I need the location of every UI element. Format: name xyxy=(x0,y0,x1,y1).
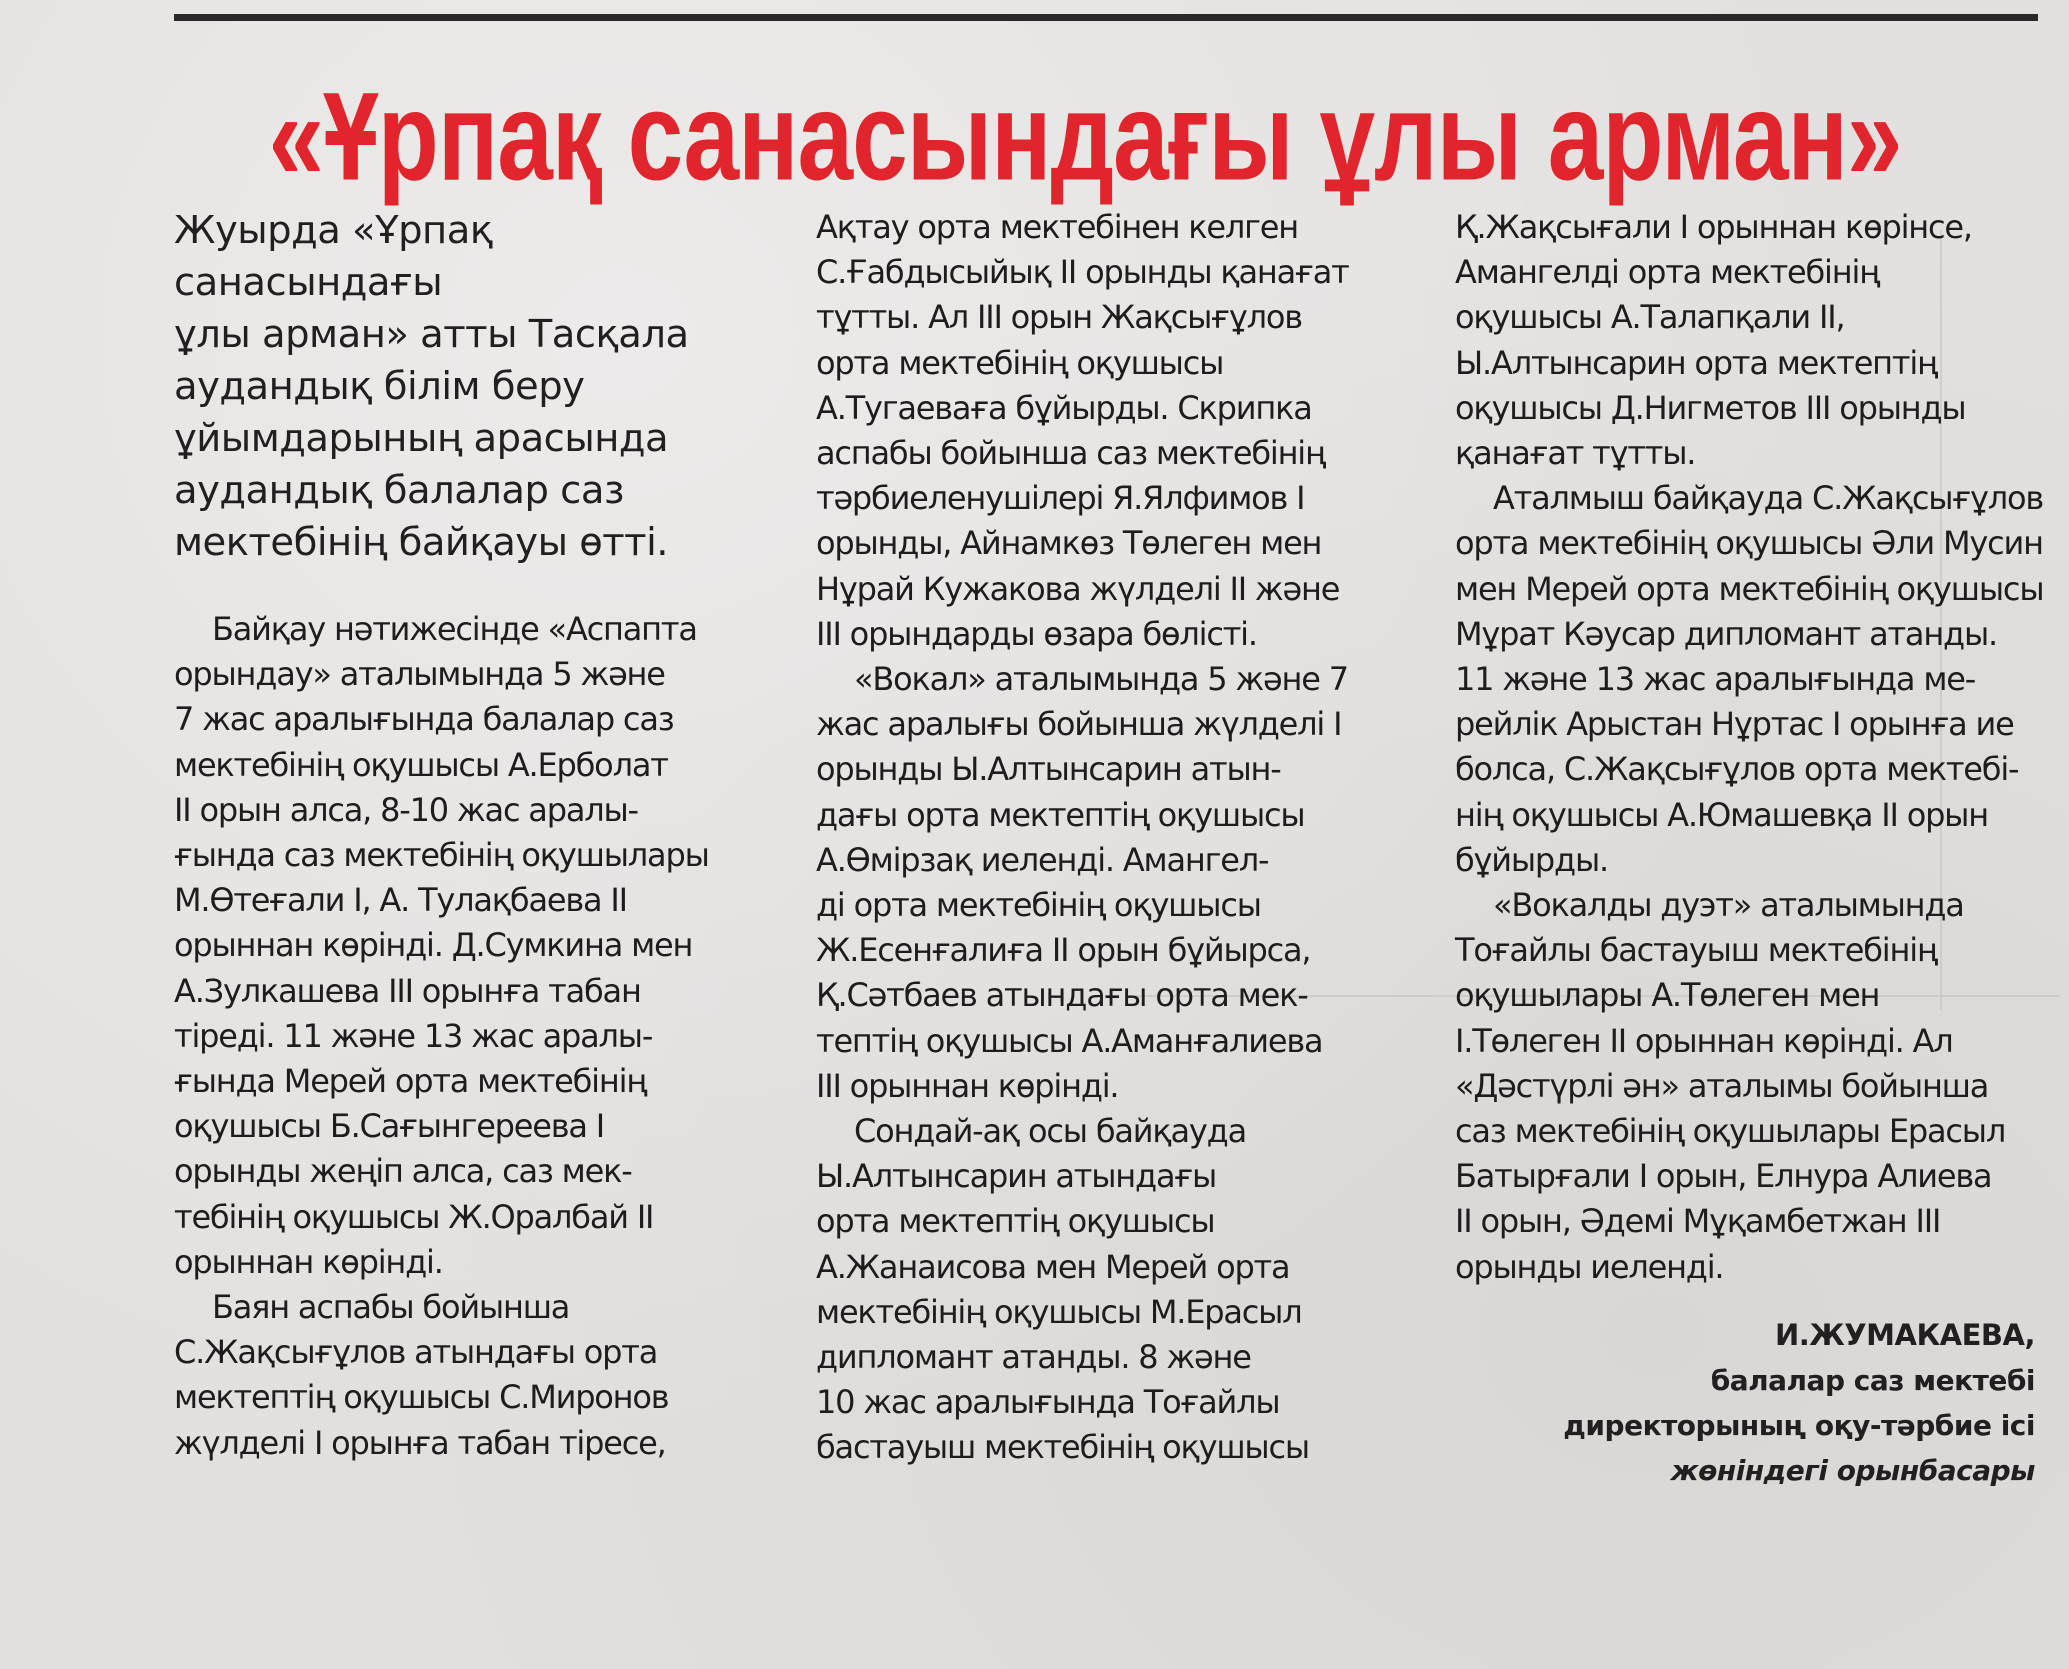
paragraph-bayan-continued xyxy=(816,205,1416,657)
author-name: И.ЖУМАКАЕВА, xyxy=(1775,1318,2035,1352)
lead-line: аудандық балалар саз xyxy=(174,468,624,513)
lead-line: ұлы арман» атты Тасқала xyxy=(174,312,689,357)
text-line: бастауыш мектебінің оқушысы xyxy=(816,1428,1309,1467)
text-line: «Вокалды дуэт» аталымында xyxy=(1493,886,1964,925)
text-line: орта мектебінің оқушысы Әли Мусин xyxy=(1455,524,2043,563)
text-line: мектебінің оқушысы А.Ерболат xyxy=(174,745,668,784)
text-line: Байқау нәтижесінде «Аспапта xyxy=(212,610,697,648)
text-line: А.Тугаеваға бұйырды. Скрипка xyxy=(816,388,1312,427)
paragraph-instrument xyxy=(174,607,754,1285)
text-line: Сондай-ақ осы байқауда xyxy=(854,1112,1246,1151)
text-line: саз мектебінің оқушылары Ерасыл xyxy=(1455,1112,2006,1151)
text-line: нің оқушысы А.Юмашевқа II орын xyxy=(1455,795,1988,834)
lead-line: аудандық білім беру xyxy=(174,364,585,409)
text-line: 7 жас аралығында балалар саз xyxy=(174,700,674,739)
text-line: І.Төлеген II орыннан көрінді. Ал xyxy=(1455,1021,1953,1060)
text-line: ғында саз мектебінің оқушылары xyxy=(174,836,709,875)
text-line: А.Өмірзақ иеленді. Амангел- xyxy=(816,840,1269,879)
text-line: С.Ғабдысыйық II орынды қанағат xyxy=(816,253,1349,292)
text-line: Ақтау орта мектебінен келген xyxy=(816,208,1298,246)
text-line: жас аралығы бойынша жүлделі I xyxy=(816,705,1342,744)
text-line: тәрбиеленушілері Я.Ялфимов I xyxy=(816,479,1305,518)
text-line: тебінің оқушысы Ж.Оралбай II xyxy=(174,1197,654,1236)
text-line: Баян аспабы бойынша xyxy=(212,1288,570,1327)
text-line: Нұрай Кужакова жүлделі II және xyxy=(816,569,1340,608)
text-line: III орыннан көрінді. xyxy=(816,1066,1119,1105)
lead-line: ұйымдарының арасында xyxy=(174,416,669,461)
text-line: мектебінің оқушысы М.Ерасыл xyxy=(816,1292,1302,1331)
author-title-line: директорының оқу-тәрбие ісі xyxy=(1563,1409,2035,1442)
text-line: мен Мерей орта мектебінің оқушысы xyxy=(1455,569,2044,608)
text-line: II орын алса, 8-10 жас аралы- xyxy=(174,790,638,829)
paragraph-also xyxy=(816,1109,1416,1471)
paragraph-also-continued xyxy=(1455,205,2060,476)
text-line: орынды, Айнамкөз Төлеген мен xyxy=(816,524,1322,563)
text-line: жүлделі I орынға табан тіресе, xyxy=(174,1423,666,1462)
text-line: бұйырды. xyxy=(1455,840,1609,879)
text-line: болса, С.Жақсығұлов орта мектебі- xyxy=(1455,750,2019,789)
text-line: Қ.Жақсығали I орыннан көрінсе, xyxy=(1455,208,1972,246)
text-line: А.Зулкашева III орынға табан xyxy=(174,971,641,1010)
column-3 xyxy=(1455,205,2060,1290)
article-lead xyxy=(174,205,754,569)
text-line: тұтты. Ал III орын Жақсығұлов xyxy=(816,298,1302,337)
text-line: Ж.Есенғалиға II орын бұйырса, xyxy=(816,931,1311,970)
text-line: II орын, Әдемі Мұқамбетжан III xyxy=(1455,1202,1941,1241)
text-line: аспабы бойынша саз мектебінің xyxy=(816,434,1325,473)
text-line: тептің оқушысы А.Аманғалиева xyxy=(816,1021,1323,1060)
text-line: Қ.Сәтбаев атындағы орта мек- xyxy=(816,976,1308,1015)
author-title-line: жөніндегі орынбасары xyxy=(1670,1454,2035,1487)
text-line: қанағат тұтты. xyxy=(1455,434,1696,473)
text-line: Мұрат Кәусар дипломант атанды. xyxy=(1455,614,1998,653)
text-line: Ы.Алтынсарин орта мектептің xyxy=(1455,343,1937,382)
text-line: Ы.Алтынсарин атындағы xyxy=(816,1157,1217,1196)
text-line: М.Өтеғали I, А. Тулақбаева II xyxy=(174,881,627,920)
text-line: орындау» аталымында 5 және xyxy=(174,655,665,694)
text-line: оқушысы Б.Сағынгереева I xyxy=(174,1107,605,1146)
text-line: А.Жанаисова мен Мерей орта xyxy=(816,1247,1290,1286)
text-line: оқушысы Д.Нигметов III орынды xyxy=(1455,388,1966,427)
text-line: 10 жас аралығында Тоғайлы xyxy=(816,1383,1280,1422)
text-line: С.Жақсығұлов атындағы орта xyxy=(174,1333,658,1372)
text-line: Батырғали I орын, Елнура Алиева xyxy=(1455,1157,1992,1196)
text-line: оқушылары А.Төлеген мен xyxy=(1455,976,1880,1015)
text-line: III орындарды өзара бөлісті. xyxy=(816,614,1257,653)
text-line: орта мектептің оқушысы xyxy=(816,1202,1215,1241)
text-line: дипломант атанды. 8 және xyxy=(816,1338,1251,1377)
text-line: тіреді. 11 және 13 жас аралы- xyxy=(174,1016,653,1055)
text-line: Тоғайлы бастауыш мектебінің xyxy=(1455,931,1937,970)
text-line: орынды жеңіп алса, саз мек- xyxy=(174,1152,632,1191)
column-1 xyxy=(174,205,754,1466)
lead-line: Жуырда «Ұрпақ санасындағы xyxy=(174,208,493,305)
text-line: Амангелді орта мектебінің xyxy=(1455,253,1880,292)
text-line: орыннан көрінді. Д.Сумкина мен xyxy=(174,926,693,965)
article-headline: «Ұрпақ санасындағы ұлы арман» xyxy=(268,67,1902,207)
top-rule xyxy=(174,14,2038,21)
paragraph-vocal xyxy=(816,657,1416,1109)
author-signature xyxy=(1563,1313,2035,1493)
text-line: орта мектебінің оқушысы xyxy=(816,343,1224,382)
text-line: ғында Мерей орта мектебінің xyxy=(174,1062,647,1101)
text-line: 11 және 13 жас аралығында ме- xyxy=(1455,660,1976,699)
text-line: «Вокал» аталымында 5 және 7 xyxy=(854,660,1348,699)
text-line: рейлік Арыстан Нұртас I орынға ие xyxy=(1455,705,2014,744)
text-line: орыннан көрінді. xyxy=(174,1242,443,1281)
text-line: Аталмыш байқауда С.Жақсығұлов xyxy=(1493,479,2044,518)
text-line: орынды Ы.Алтынсарин атын- xyxy=(816,750,1281,789)
paragraph-duet xyxy=(1455,883,2060,1290)
column-2 xyxy=(816,205,1416,1471)
text-line: ді орта мектебінің оқушысы xyxy=(816,886,1261,925)
text-line: мектептің оқушысы С.Миронов xyxy=(174,1378,669,1417)
text-line: дағы орта мектептің оқушысы xyxy=(816,795,1305,834)
author-title-line: балалар саз мектебі xyxy=(1710,1364,2035,1397)
lead-line: мектебінің байқауы өтті. xyxy=(174,520,669,565)
text-line: оқушысы А.Талапқали II, xyxy=(1455,298,1845,337)
text-line: орынды иеленді. xyxy=(1455,1247,1724,1286)
paragraph-diplomants xyxy=(1455,476,2060,883)
text-line: «Дәстүрлі ән» аталымы бойынша xyxy=(1455,1066,1989,1105)
paragraph-bayan xyxy=(174,1285,754,1466)
